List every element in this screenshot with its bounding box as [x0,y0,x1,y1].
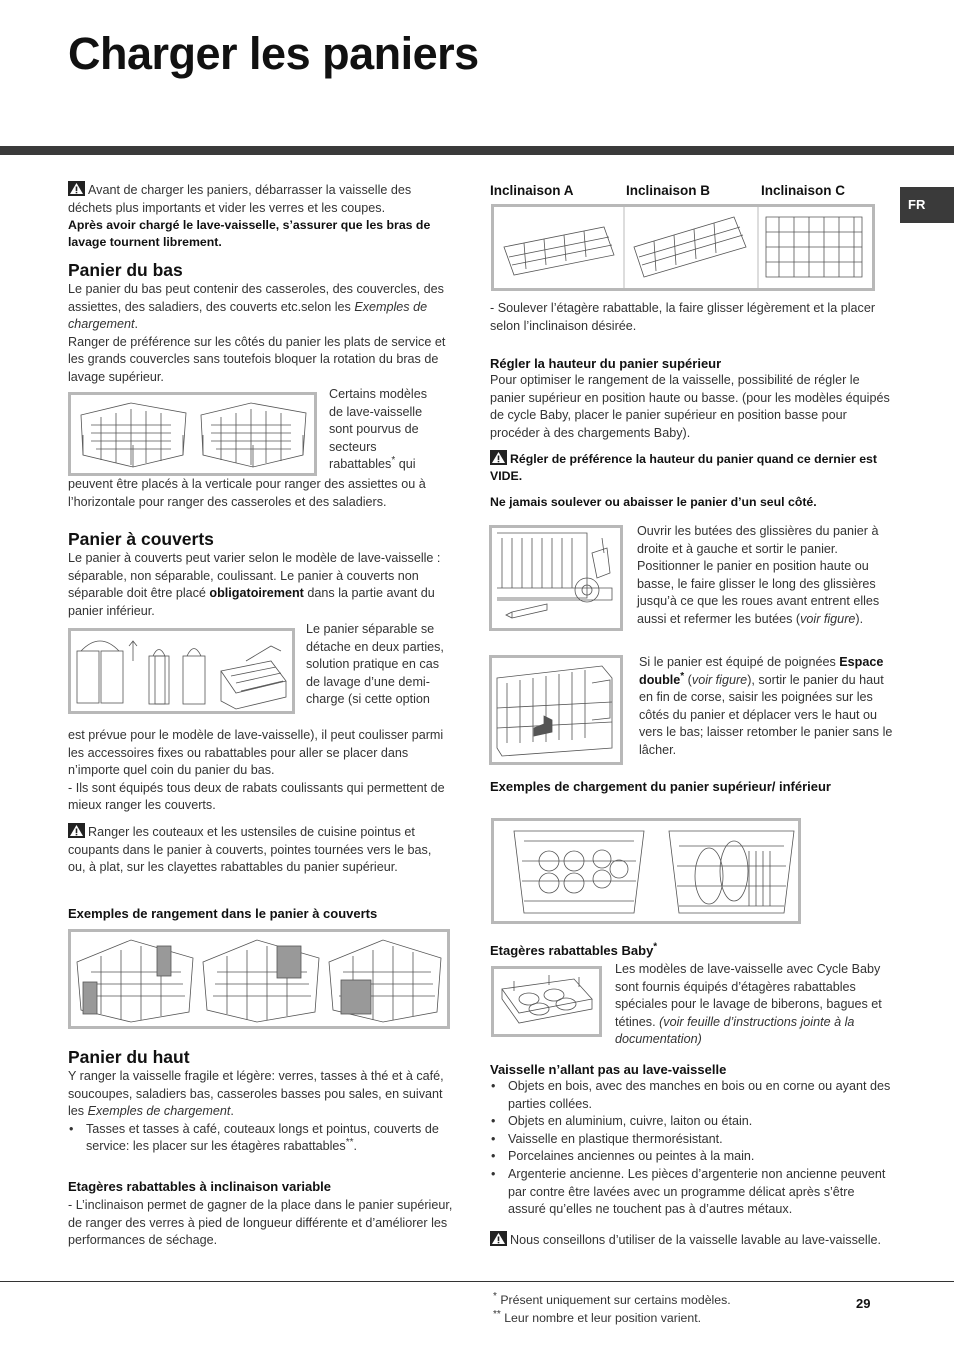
obligatoirement: obligatoirement [209,586,304,601]
couverts-p3: - Ils sont équipés tous deux de rabats coulissants qui permettent de mieux ranger les couverts. [68,780,445,813]
inclinaison-illustration [494,207,872,288]
vaisselle-heading: Vaisselle n’allant pas au lave-vaisselle [490,1062,727,1077]
etageres-section [68,1178,453,1250]
cutlery-basket-illustration [71,631,292,711]
footnote-star: * [653,941,658,953]
inclinaison-c-label: Inclinaison C [761,183,846,198]
inclinaison-b-label: Inclinaison B [626,183,711,198]
intro-block [68,181,450,250]
baby-text: Les modèles de lave-vaisselle avec Cycle Baby sont fournis équipés d’étagères rabattables spéciales pour le lavage de biberons, bagues et tétines. [615,962,882,1029]
language-tab: FR [900,187,954,223]
exemples-ref: Exemples de chargement [68,299,428,332]
inclinaison-text: - Soulever l’étagère rabattable, la faire glisser légèrement et la placer selon l’inclinaison désirée. [490,301,876,333]
voir-figure: voir figure [800,611,856,626]
list-item: • Porcelaines anciennes ou peintes à la main. [508,1148,894,1166]
slide-rail-illustration [492,528,620,628]
lower-basket-figure [68,392,317,476]
period: . [230,1104,234,1119]
list-item: • Vaisselle en plastique thermorésistant. [508,1131,894,1149]
warning-triangle-icon [490,1231,507,1246]
intro-text: Avant de charger les paniers, débarrasser la vaisselle des déchets plus importants et vider les verres et les coupes. [68,183,412,215]
couverts-side [306,621,450,709]
double-space-text-wrap [639,654,893,760]
page-title: Charger les paniers [68,28,479,79]
list-item [86,1121,453,1156]
rabattables-side-text: Certains modèles de lave-vaisselle sont pourvus de secteurs rabattables [329,387,427,472]
panier-bas-p3 [68,476,450,511]
cutlery-basket-figure [68,628,295,714]
footer-rule [0,1281,954,1282]
baby-rack-illustration [494,969,599,1034]
etageres-text: - L’inclinaison permet de gagner de la place dans le panier supérieur, de ranger des verres à pied de longueur différente et d’améliorer les performances de séchage. [68,1198,453,1248]
cutlery-examples-figure [68,929,450,1029]
baby-note: (voir feuille d’instructions jointe à la documentation) [615,1014,855,1047]
warning-triangle-icon [490,450,507,465]
panier-bas-p2: Ranger de préférence sur les côtés du panier les plats de service et les grands couvercles sans toutefois bloquer la rotation du bras de lavage supérieur. [68,334,446,384]
inclinaison-figure [491,204,875,291]
baby-heading-wrap [490,942,890,959]
bullet-text: Tasses et tasses à café, couteaux longs et pointus, couverts de service: les placer sur les étagères rabattables [86,1121,439,1154]
panier-bas-p3-text: peuvent être placés à la verticale pour ranger des assiettes ou à l’horizontale pour ranger des casseroles et des saladiers. [68,477,426,509]
panier-haut-section [68,1046,453,1156]
slide-rail-text: Ouvrir les butées des glissières du panier à droite et à gauche et sortir le panier. Positionner le panier en position haute ou basse, le faire glisser le long des glissières jusqu’à ce que les roues avant entrent elles aussi et refermer les butées ( [637,524,880,626]
page-number: 29 [856,1296,871,1311]
slide-rail-text-end: ). [855,611,864,626]
vaisselle-warn-text: Nous conseillons d’utiliser de la vaisselle lavable au lave-vaisselle. [510,1232,882,1247]
list-item: • Objets en aluminium, cuivre, laiton ou étain. [508,1113,894,1131]
exemples-ref: Exemples de chargement [87,1104,231,1119]
list-item: • Argenterie ancienne. Les pièces d’argenterie non ancienne peuvent par contre être lavées avec un programme délicat après s’être assuré qu’elles ne touchent pas à d’autres métaux. [508,1166,894,1219]
regler-warn-text: Régler de préférence la hauteur du panier quand ce dernier est VIDE. [490,452,877,483]
couverts-examples-heading-wrap [68,905,450,922]
double-space-figure [489,655,623,765]
loading-examples-figure [491,818,801,924]
baby-rack-figure [491,966,602,1037]
regler-bold-note: Ne jamais soulever ou abaisser le panier d’un seul côté. [490,495,817,510]
panier-bas-heading: Panier du bas [68,260,183,280]
etageres-heading: Etagères rabattables à inclinaison variable [68,1179,332,1194]
regler-heading: Régler la hauteur du panier supérieur [490,356,722,371]
footnote-star: ** [493,1308,501,1320]
slide-rail-figure [489,525,623,631]
footnotes [493,1291,833,1327]
list-item: • Objets en bois, avec des manches en bois ou en corne ou ayant des parties collées. [508,1078,894,1113]
footnote-1: Présent uniquement sur certains modèles. [496,1293,731,1307]
vaisselle-section [490,1061,894,1249]
panier-haut-heading: Panier du haut [68,1047,190,1067]
footnote-star: * [391,455,396,467]
slide-rail-text-wrap [637,523,893,629]
voir-figure: voir figure [691,672,748,687]
panier-couverts-section [68,528,450,620]
footnote-star: ** [345,1137,354,1149]
regler-section [490,355,892,511]
rabattables-side-end: qui [395,457,416,472]
inclinaison-text-wrap [490,300,890,335]
exemples-heading-wrap [490,778,850,795]
couverts-p1: Le panier à couverts peut varier selon le modèle de lave-vaisselle : séparable, non séparable, coulissant. Le panier à couverts non séparable doit être placé [68,551,441,601]
warning-triangle-icon [68,181,85,196]
couverts-p1-end: dans la partie avant du panier inférieur. [68,586,435,618]
regler-p1: Pour optimiser le rangement de la vaisselle, possibilité de régler le panier supérieur en position haute ou basse. (pour les modèles équipés de cycle Baby, placer le panier supérieur en position basse pour procéder à des chargements Baby). [490,373,890,440]
vaisselle-list [490,1078,894,1219]
lower-basket-illustration [71,395,314,473]
title-rule [0,146,954,155]
couverts-examples-heading: Exemples de rangement dans le panier à couverts [68,906,378,921]
exemples-heading: Exemples de chargement du panier supérieur/ inférieur [490,779,831,794]
panier-bas-p1: Le panier du bas peut contenir des casseroles, des couvercles, des assiettes, des saladiers, des couverts etc.selon les [68,282,444,314]
couverts-warning [68,823,450,877]
baby-text-wrap [615,961,893,1049]
couverts-p2: est prévue pour le modèle de lave-vaisselle), il peut coulisser parmi les accessoires fixes ou rabattables pour aller se placer dans n’importe quel coin du panier du bas. [68,728,444,778]
rabattables-side [329,386,439,474]
baby-heading: Etagères rabattables Baby [490,943,654,958]
panier-couverts-heading: Panier à couverts [68,529,214,549]
loading-examples-illustration [494,821,798,921]
bullet-end: . [353,1139,357,1154]
double-space-illustration [492,658,620,762]
paren-open: ( [684,672,692,687]
footnote-2: Leur nombre et leur position varient. [500,1311,702,1325]
double-space-text: Si le panier est équipé de poignées [639,655,840,669]
espace-double: Espace double [639,655,884,687]
couverts-more [68,727,450,815]
couverts-warn-text: Ranger les couteaux et les ustensiles de cuisine pointus et coupants dans le panier à couverts, pointes tournées vers le bas, ou, à plat, sur les clayettes rabattables du panier supérieur. [68,825,432,875]
footnote-star: * [493,1290,497,1302]
intro-bold: Après avoir chargé le lave-vaisselle, s’assurer que les bras de lavage tournent librement. [68,218,431,249]
double-space-text-end: ), sortir le panier du haut en fin de corse, saisir les poignées sur les côtés du panier et déplacer vers le haut ou vers le bas; laisser retomber le panier sans le lâcher. [639,672,893,757]
couverts-side-text: Le panier séparable se détache en deux parties, solution pratique en cas de lavage d’une demi-charge (si cette option [306,622,444,707]
period: . [134,317,139,332]
footnote-star: * [680,670,685,682]
inclinaison-a-label: Inclinaison A [490,183,574,198]
panier-haut-p1: Y ranger la vaisselle fragile et légère: verres, tasses à thé et à café, soucoupes, saladiers bas, casseroles basses pou sales, en suivant les [68,1069,444,1119]
panier-bas-section [68,259,450,387]
warning-triangle-icon [68,823,85,838]
cutlery-examples-illustration [71,932,447,1026]
panier-haut-list [68,1121,453,1156]
